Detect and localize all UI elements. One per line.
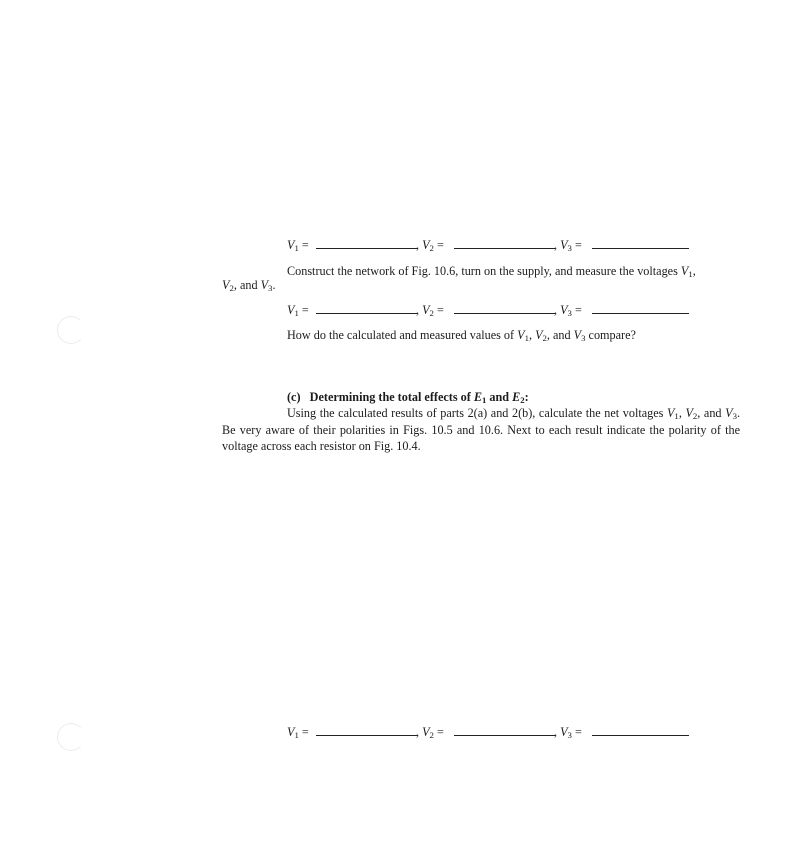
v3-blank[interactable] xyxy=(592,313,689,314)
v1-blank[interactable] xyxy=(316,313,417,314)
v3-blank[interactable] xyxy=(592,248,689,249)
binder-hole-top xyxy=(57,316,85,344)
v3-label: , $V_3$ = xyxy=(554,725,582,741)
compare-question: How do the calculated and measured values of $V_1$, $V_2$, and $V_3$ compare? xyxy=(287,328,636,344)
construct-line-2: $V_2$, and $V_3$. xyxy=(222,278,276,294)
section-c-heading: (c) Determining the total effects of $E_1$ and $E_2$: xyxy=(287,390,529,406)
construct-line-1: Construct the network of Fig. 10.6, turn on the supply, and measure the voltages $V_1$, xyxy=(287,264,696,280)
v3-label: , $V_3$ = xyxy=(554,303,582,319)
v2-blank[interactable] xyxy=(454,248,555,249)
v1-blank[interactable] xyxy=(316,248,417,249)
v2-blank[interactable] xyxy=(454,735,555,736)
v2-label: , $V_2$ = xyxy=(416,725,444,741)
binder-hole-bottom xyxy=(57,723,85,751)
v2-label: , $V_2$ = xyxy=(416,303,444,319)
v3-label: , $V_3$ = xyxy=(554,238,582,254)
v1-label: $V_1$ = xyxy=(287,725,309,741)
v3-blank[interactable] xyxy=(592,735,689,736)
v2-label: , $V_2$ = xyxy=(416,238,444,254)
v2-blank[interactable] xyxy=(454,313,555,314)
v1-label: $V_1$ = xyxy=(287,303,309,319)
v1-blank[interactable] xyxy=(316,735,417,736)
v1-label: $V_1$ = xyxy=(287,238,309,254)
section-c-body: Using the calculated results of parts 2(a) and 2(b), calculate the net voltages $V_1$, $V_2$, and $V_3$. Be very aware of their polarities in Figs. 10.5 and 10.6. Next to each result indicate the polarity of the voltage across each resistor on Fig. 10.4. xyxy=(222,406,741,453)
